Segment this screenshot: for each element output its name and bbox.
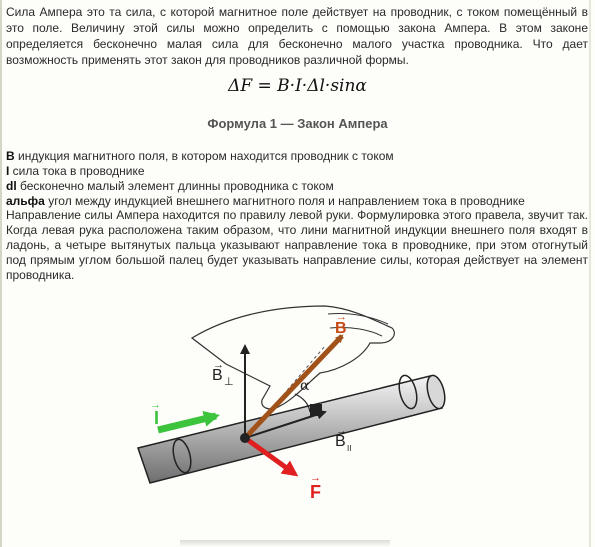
current-label: I <box>154 408 160 428</box>
right-angle-marker <box>310 404 322 416</box>
alpha-label: α <box>300 378 310 394</box>
b-perp-label: B <box>212 367 223 384</box>
b-perp-arrow-mark: → <box>213 359 224 371</box>
b-vector-arrow-mark: → <box>336 311 347 323</box>
b-perp-subscript: ⊥ <box>224 375 234 388</box>
definition-dl <box>6 179 588 194</box>
intro-paragraph: Сила Ампера это та сила, с которой магнитное поле действует на проводник, с током помещённый в это поле. Величину этой силы можно определить с помощью закона Ампера. В этом законе определяется бесконечно малая сила для бесконечно малого участка проводника. Что дает возможность применять этот закон для проводников различной формы. <box>6 5 588 67</box>
current-arrow-mark: → <box>150 399 161 411</box>
force-arrow-mark: → <box>310 472 321 484</box>
ampere-force-diagram <box>130 288 470 538</box>
definition-b <box>6 149 588 164</box>
b-parallel-arrow-mark: → <box>336 425 347 437</box>
definition-symbol: альфа <box>6 194 45 208</box>
left-hand-rule-paragraph: Направление силы Ампера находится по правилу левой руки. Формулировка этого правела, звучит так. Когда левая рука расположена таким образом, что лини магнитной индукции внешнего поля входят в ладонь, а четыре вытянутых пальца указывают направление тока в проводнике, при этом отогнутый под прямым углом большой палец будет указывать направление силы, которая действует на элемент проводника. <box>6 208 588 282</box>
ampere-formula: ΔF = B·I·Δl·sinα <box>228 76 367 96</box>
definition-symbol: I <box>6 164 10 178</box>
b-parallel-subscript: II <box>347 444 352 453</box>
definitions-list <box>6 149 588 209</box>
force-label: F <box>310 482 321 502</box>
b-vector-label: B <box>335 320 347 337</box>
definition-text: угол между индукцией внешнего магнитного поля и направлением тока в проводнике <box>44 194 525 208</box>
definition-text: бесконечно малый элемент длинны проводника с током <box>16 179 334 193</box>
conductor-point <box>240 433 250 443</box>
definition-text: сила тока в проводнике <box>9 164 145 178</box>
definition-text: индукция магнитного поля, в котором находится проводник с током <box>14 149 394 163</box>
definition-symbol: B <box>6 149 15 163</box>
definition-symbol: dl <box>6 179 17 193</box>
current-arrow <box>158 416 216 430</box>
definition-i <box>6 164 588 179</box>
formula-caption: Формула 1 — Закон Ампера <box>207 116 388 131</box>
cut-off-caption <box>180 540 390 547</box>
b-parallel-label: B <box>335 433 346 450</box>
definition-alpha <box>6 194 588 209</box>
